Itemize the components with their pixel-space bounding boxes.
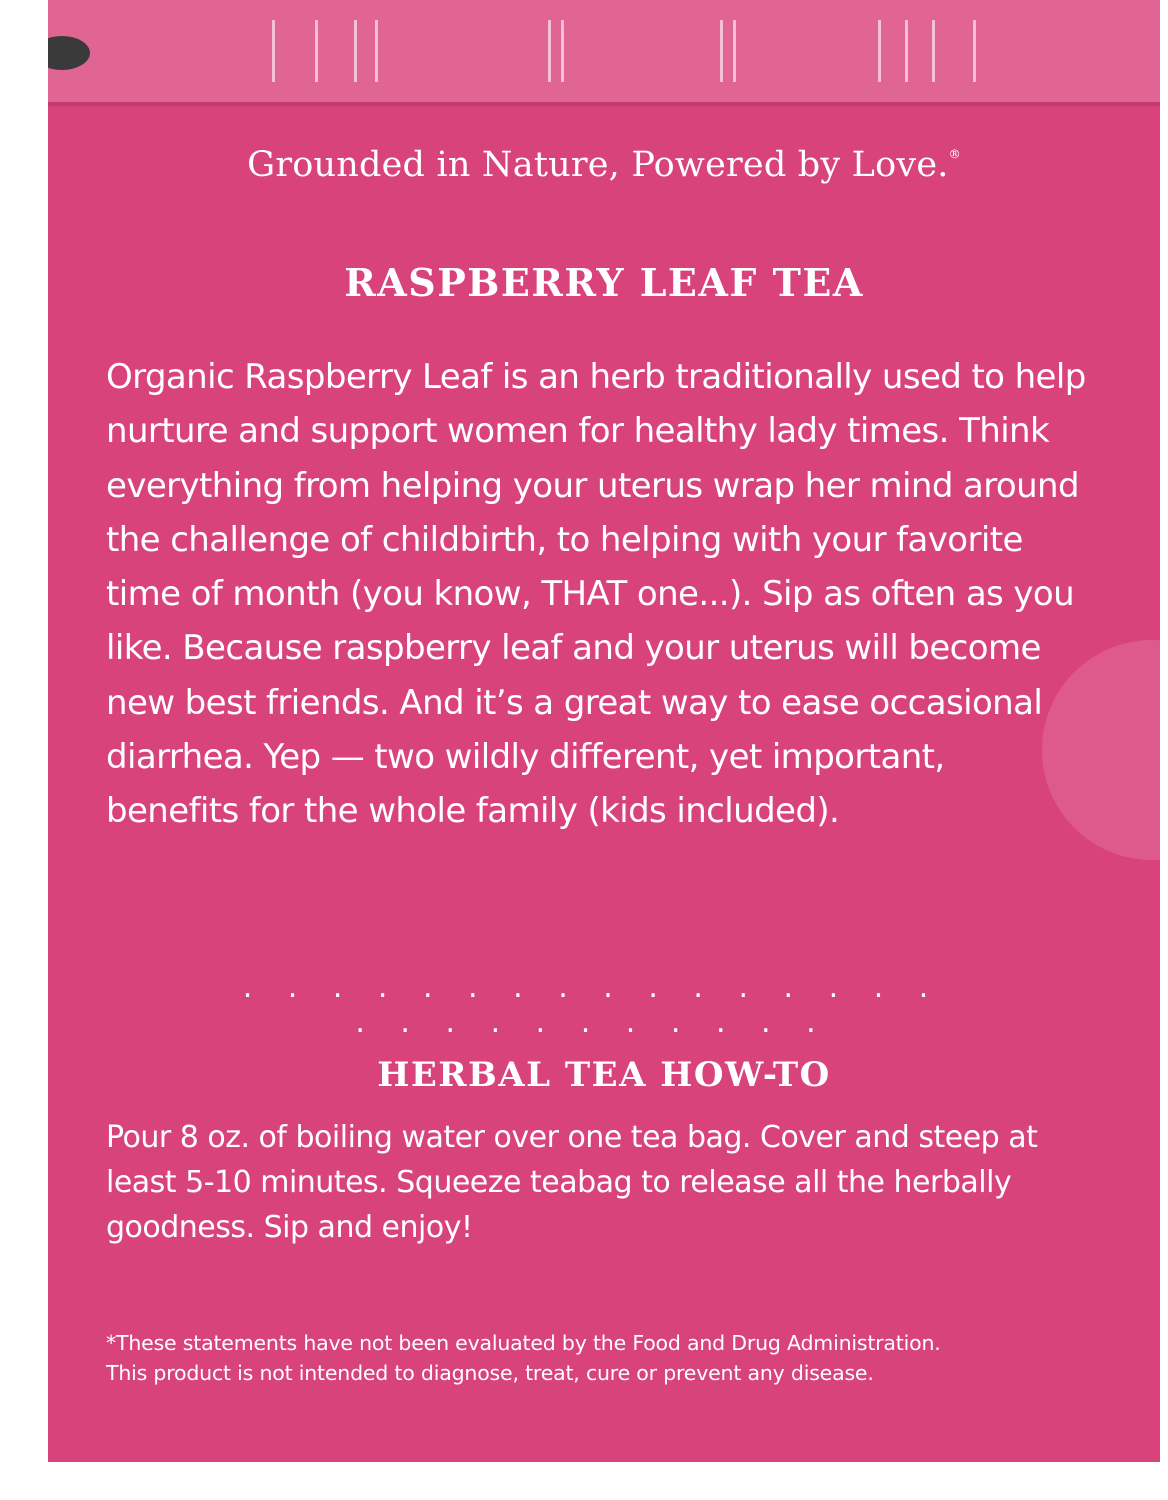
flap-print-mark [720, 20, 736, 82]
fda-disclaimer [106, 1328, 1106, 1388]
flap-print-mark [548, 20, 564, 82]
flap-print-mark [354, 20, 378, 82]
brand-tagline: Grounded in Nature, Powered by Love.® [247, 145, 961, 185]
dotted-divider: . . . . . . . . . . . . . . . . . . . . . . . . . . . [242, 970, 942, 1040]
flap-print-mark [932, 20, 976, 82]
tea-box-back-panel [48, 0, 1160, 1462]
box-top-flap [48, 0, 1160, 102]
disclaimer-line: *These statements have not been evaluated by the Food and Drug Administration. [106, 1331, 941, 1355]
section-heading-raspberry-leaf-tea: RASPBERRY LEAF TEA [344, 260, 864, 305]
flap-fold-edge [48, 102, 1160, 106]
disclaimer-line: This product is not intended to diagnose, treat, cure or prevent any disease. [106, 1361, 874, 1385]
flap-print-mark [878, 20, 908, 82]
section-heading-how-to: HERBAL TEA HOW-TO [377, 1055, 831, 1095]
brewing-instructions: Pour 8 oz. of boiling water over one tea bag. Cover and steep at least 5-10 minutes. Squeeze teabag to release all the herbally goodness. Sip and enjoy! [106, 1120, 1038, 1245]
product-description: Organic Raspberry Leaf is an herb traditionally used to help nurture and support women for healthy lady times. Think everything from helping your uterus wrap her mind around the challenge of childbirth, to helping with your favorite time of month (you know, THAT one...). Sip as often as you like. Because raspberry leaf and your uterus will become new best friends. And it’s a great way to ease occasional diarrhea. Yep — two wildly different, yet important, benefits for the whole family (kids included). [106, 357, 1086, 832]
certification-seal-icon [48, 36, 90, 70]
flap-print-mark [272, 20, 318, 82]
